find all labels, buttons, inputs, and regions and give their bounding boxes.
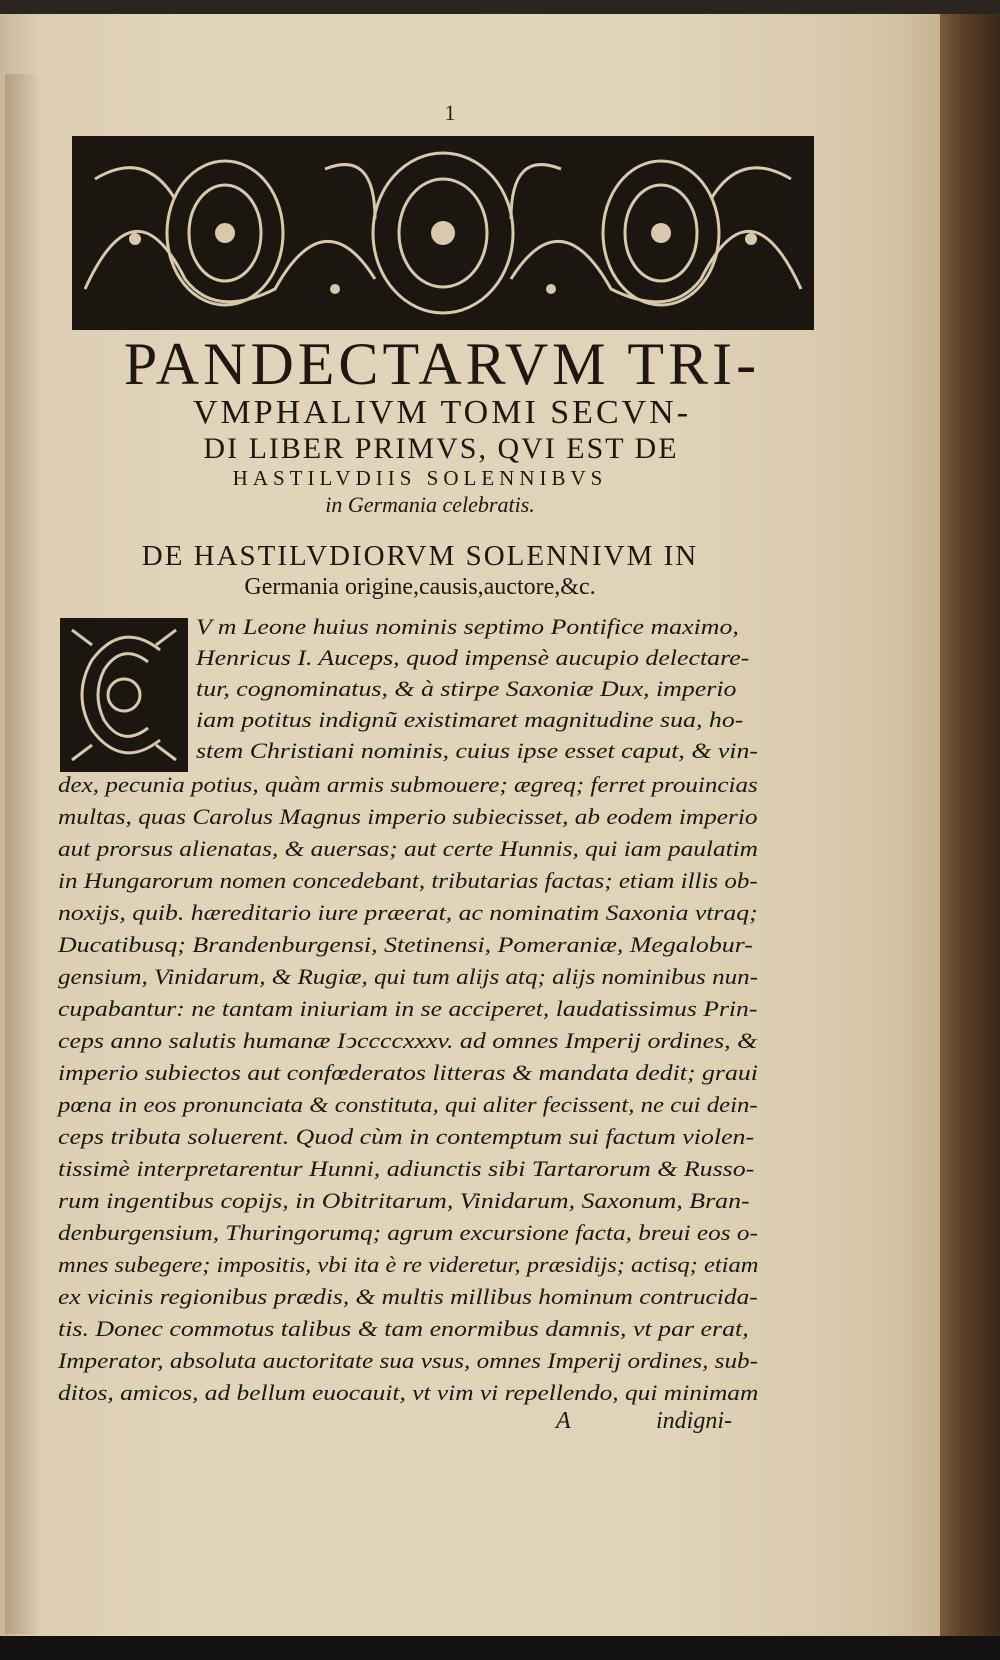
body-line: imperio subiectos aut confœderatos litteras & mandata dedit; graui	[58, 1060, 758, 1085]
body-line: mnes subegere; impositis, vbi ita è re videretur, præsidijs; actisq; etiam	[58, 1252, 759, 1277]
body-line: ditos, amicos, ad bellum euocauit, vt vim vi repellendo, qui minimam	[58, 1380, 759, 1405]
body-line: ex vicinis regionibus prædis, & multis millibus hominum contrucida-	[58, 1284, 758, 1309]
body-line: Ducatibusq; Brandenburgensi, Stetinensi, Pomeraniæ, Megalobur-	[58, 932, 753, 957]
title-line-4: HASTILVDIIS SOLENNIBVS	[232, 466, 608, 490]
chapter-heading-line-2: Germania origine,causis,auctore,&c.	[244, 574, 596, 600]
body-line: cupabantur: ne tantam iniuriam in se acciperet, laudatissimus Prin-	[58, 996, 758, 1021]
body-line: gensium, Vinidarum, & Rugiæ, qui tum alijs atq; alijs nominibus nun-	[58, 964, 758, 989]
page-edge-stain	[5, 74, 41, 1634]
body-line: tis. Donec commotus talibus & tam enormibus damnis, vt par erat,	[58, 1316, 749, 1341]
body-line: stem Christiani nominis, cuius ipse esset caput, & vin-	[196, 738, 758, 763]
scan-border-bottom	[0, 1636, 1000, 1660]
body-line: rum ingentibus copijs, in Obitritarum, Vinidarum, Saxonum, Bran-	[58, 1188, 750, 1213]
scan-border-top	[0, 0, 1000, 14]
ornamental-headpiece	[72, 136, 814, 330]
body-line: noxijs, quib. hæreditario iure præerat, ac nominatim Saxonia vtraq;	[58, 900, 758, 925]
body-line: denburgensium, Thuringorumq; agrum excursione facta, breui eos o-	[58, 1220, 758, 1245]
body-line: aut prorsus alienatas, & auersas; aut certe Hunnis, qui iam paulatim	[58, 836, 758, 861]
chapter-heading-line-1: DE HASTILVDIORVM SOLENNIVM IN	[141, 540, 699, 572]
body-line: multas, quas Carolus Magnus imperio subiecisset, ab eodem imperio	[58, 804, 758, 829]
body-line: ceps anno salutis humanæ Iↄccccxxxv. ad omnes Imperij ordines, &	[58, 1028, 758, 1053]
body-line: iam potitus indignũ existimaret magnitudine sua, ho-	[196, 707, 744, 732]
decorated-initial-c	[60, 618, 188, 772]
body-line: Henricus I. Auceps, quod impensè aucupio delectare-	[196, 645, 750, 670]
body-line: tissimè interpretarentur Hunni, adiunctis sibi Tartarorum & Russo-	[58, 1156, 755, 1181]
signature-mark: A	[556, 1408, 571, 1434]
body-line: V m Leone huius nominis septimo Pontifice maximo,	[196, 614, 739, 639]
title-line-5: in Germania celebratis.	[325, 492, 535, 517]
book-spine	[940, 14, 1000, 1636]
catchword: indigni-	[656, 1408, 732, 1434]
title-line-3: DI LIBER PRIMVS, QVI EST DE	[203, 432, 679, 465]
body-line: Imperator, absoluta auctoritate sua vsus, omnes Imperij ordines, sub-	[58, 1348, 759, 1373]
title-line-1: PANDECTARVM TRI-	[123, 331, 761, 397]
title-line-2: VMPHALIVM TOMI SECVN-	[192, 394, 692, 431]
body-line: tur, cognominatus, & à stirpe Saxoniæ Dux, imperio	[196, 676, 737, 701]
body-line: ceps tributa soluerent. Quod cùm in contemptum sui factum violen-	[58, 1124, 755, 1149]
body-line: dex, pecunia potius, quàm armis submouere; ægreq; ferret prouincias	[58, 772, 758, 797]
body-line: in Hungarorum nomen concedebant, tributarias factas; etiam illis ob-	[58, 868, 758, 893]
page-number: 1	[444, 100, 456, 125]
body-line: pœna in eos pronunciata & constituta, qui aliter fecissent, ne cui dein-	[58, 1092, 758, 1117]
